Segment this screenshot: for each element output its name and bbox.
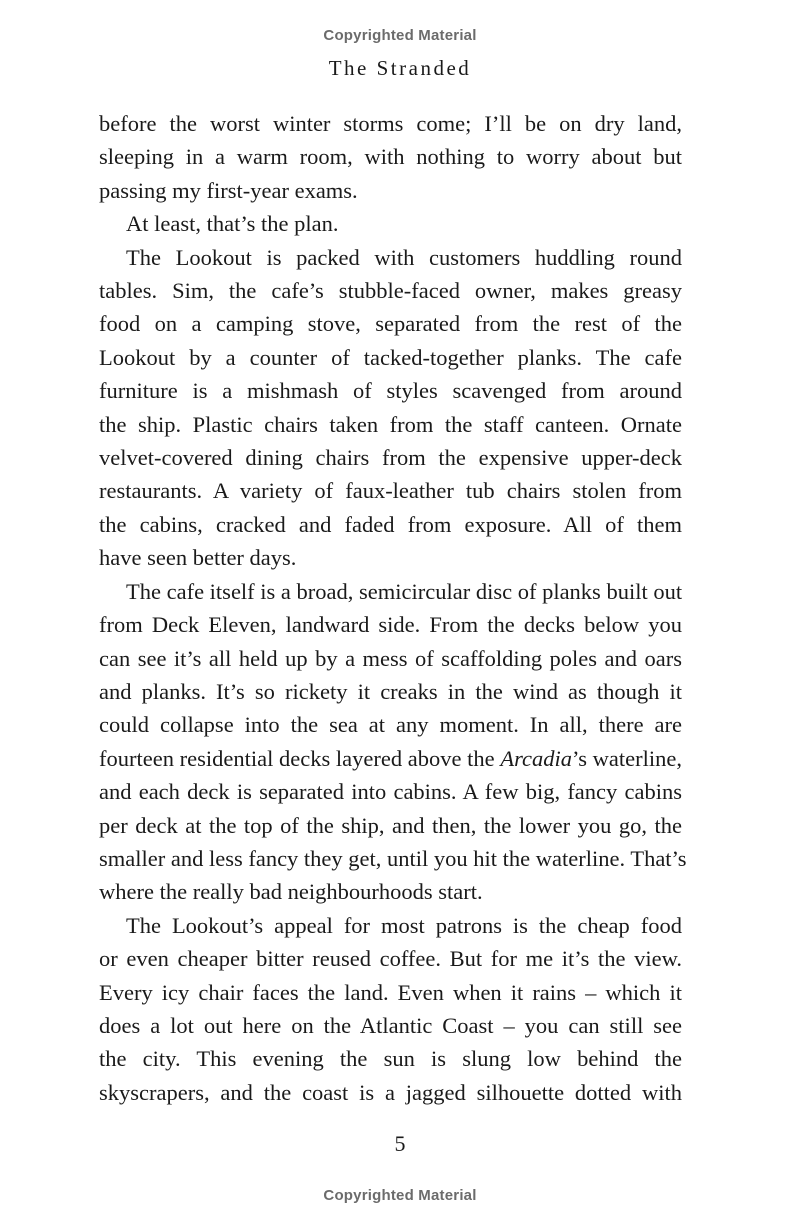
paragraph (99, 207, 682, 240)
copyright-watermark-bottom: Copyrighted Material (323, 1187, 477, 1204)
text-line: The Lookout is packed with customers huddling round (126, 244, 682, 270)
text-line: fourteen residential decks layered above the Arcadia’s waterline, (99, 745, 682, 771)
text-line: where the really bad neighbourhoods start. (99, 879, 483, 905)
text-line: furniture is a mishmash of styles scavenged from around (99, 378, 682, 404)
text-line: can see it’s all held up by a mess of scaffolding poles and oars (99, 645, 682, 671)
paragraph (99, 909, 682, 1109)
text-line: per deck at the top of the ship, and then, the lower you go, the (99, 812, 682, 838)
text-line: before the worst winter storms come; I’ll be on dry land, (99, 111, 682, 136)
body-text (99, 107, 687, 1109)
text-line: restaurants. A variety of faux-leather tub chairs stolen from (99, 478, 682, 504)
page-number: 5 (394, 1131, 406, 1156)
paragraph (99, 575, 687, 909)
paragraph (99, 107, 682, 207)
text-line: At least, that’s the plan. (126, 211, 339, 237)
text-line: Every icy chair faces the land. Even when it rains – which it (99, 979, 682, 1005)
text-line: food on a camping stove, separated from the rest of the (99, 311, 682, 337)
text-line: The Lookout’s appeal for most patrons is the cheap food (126, 912, 682, 938)
text-line: the city. This evening the sun is slung low behind the (99, 1046, 682, 1072)
text-line: sleeping in a warm room, with nothing to worry about but (99, 144, 682, 170)
text-line: Lookout by a counter of tacked-together planks. The cafe (99, 344, 682, 370)
text-line: the ship. Plastic chairs taken from the staff canteen. Ornate (99, 411, 682, 437)
text-line: passing my first-year exams. (99, 177, 358, 203)
text-line: from Deck Eleven, landward side. From the decks below you (99, 612, 682, 638)
text-line: does a lot out here on the Atlantic Coast – you can still see (99, 1012, 682, 1038)
copyright-watermark-top: Copyrighted Material (323, 27, 477, 44)
text-line: have seen better days. (99, 545, 297, 571)
text-line: smaller and less fancy they get, until you hit the waterline. That’s (99, 845, 687, 871)
text-line: or even cheaper bitter reused coffee. But for me it’s the view. (99, 946, 682, 972)
text-line: could collapse into the sea at any moment. In all, there are (99, 712, 682, 738)
text-line: the cabins, cracked and faded from exposure. All of them (99, 511, 682, 537)
text-line: velvet-covered dining chairs from the expensive upper-deck (99, 445, 682, 471)
text-line: skyscrapers, and the coast is a jagged silhouette dotted with (99, 1079, 682, 1105)
running-head-title: The Stranded (328, 56, 472, 80)
text-line: and each deck is separated into cabins. A few big, fancy cabins (99, 779, 682, 805)
text-line: The cafe itself is a broad, semicircular disc of planks built out (126, 578, 683, 604)
text-line: tables. Sim, the cafe’s stubble-faced owner, makes greasy (99, 278, 682, 304)
paragraph (99, 241, 682, 575)
text-line: and planks. It’s so rickety it creaks in the wind as though it (99, 678, 682, 704)
